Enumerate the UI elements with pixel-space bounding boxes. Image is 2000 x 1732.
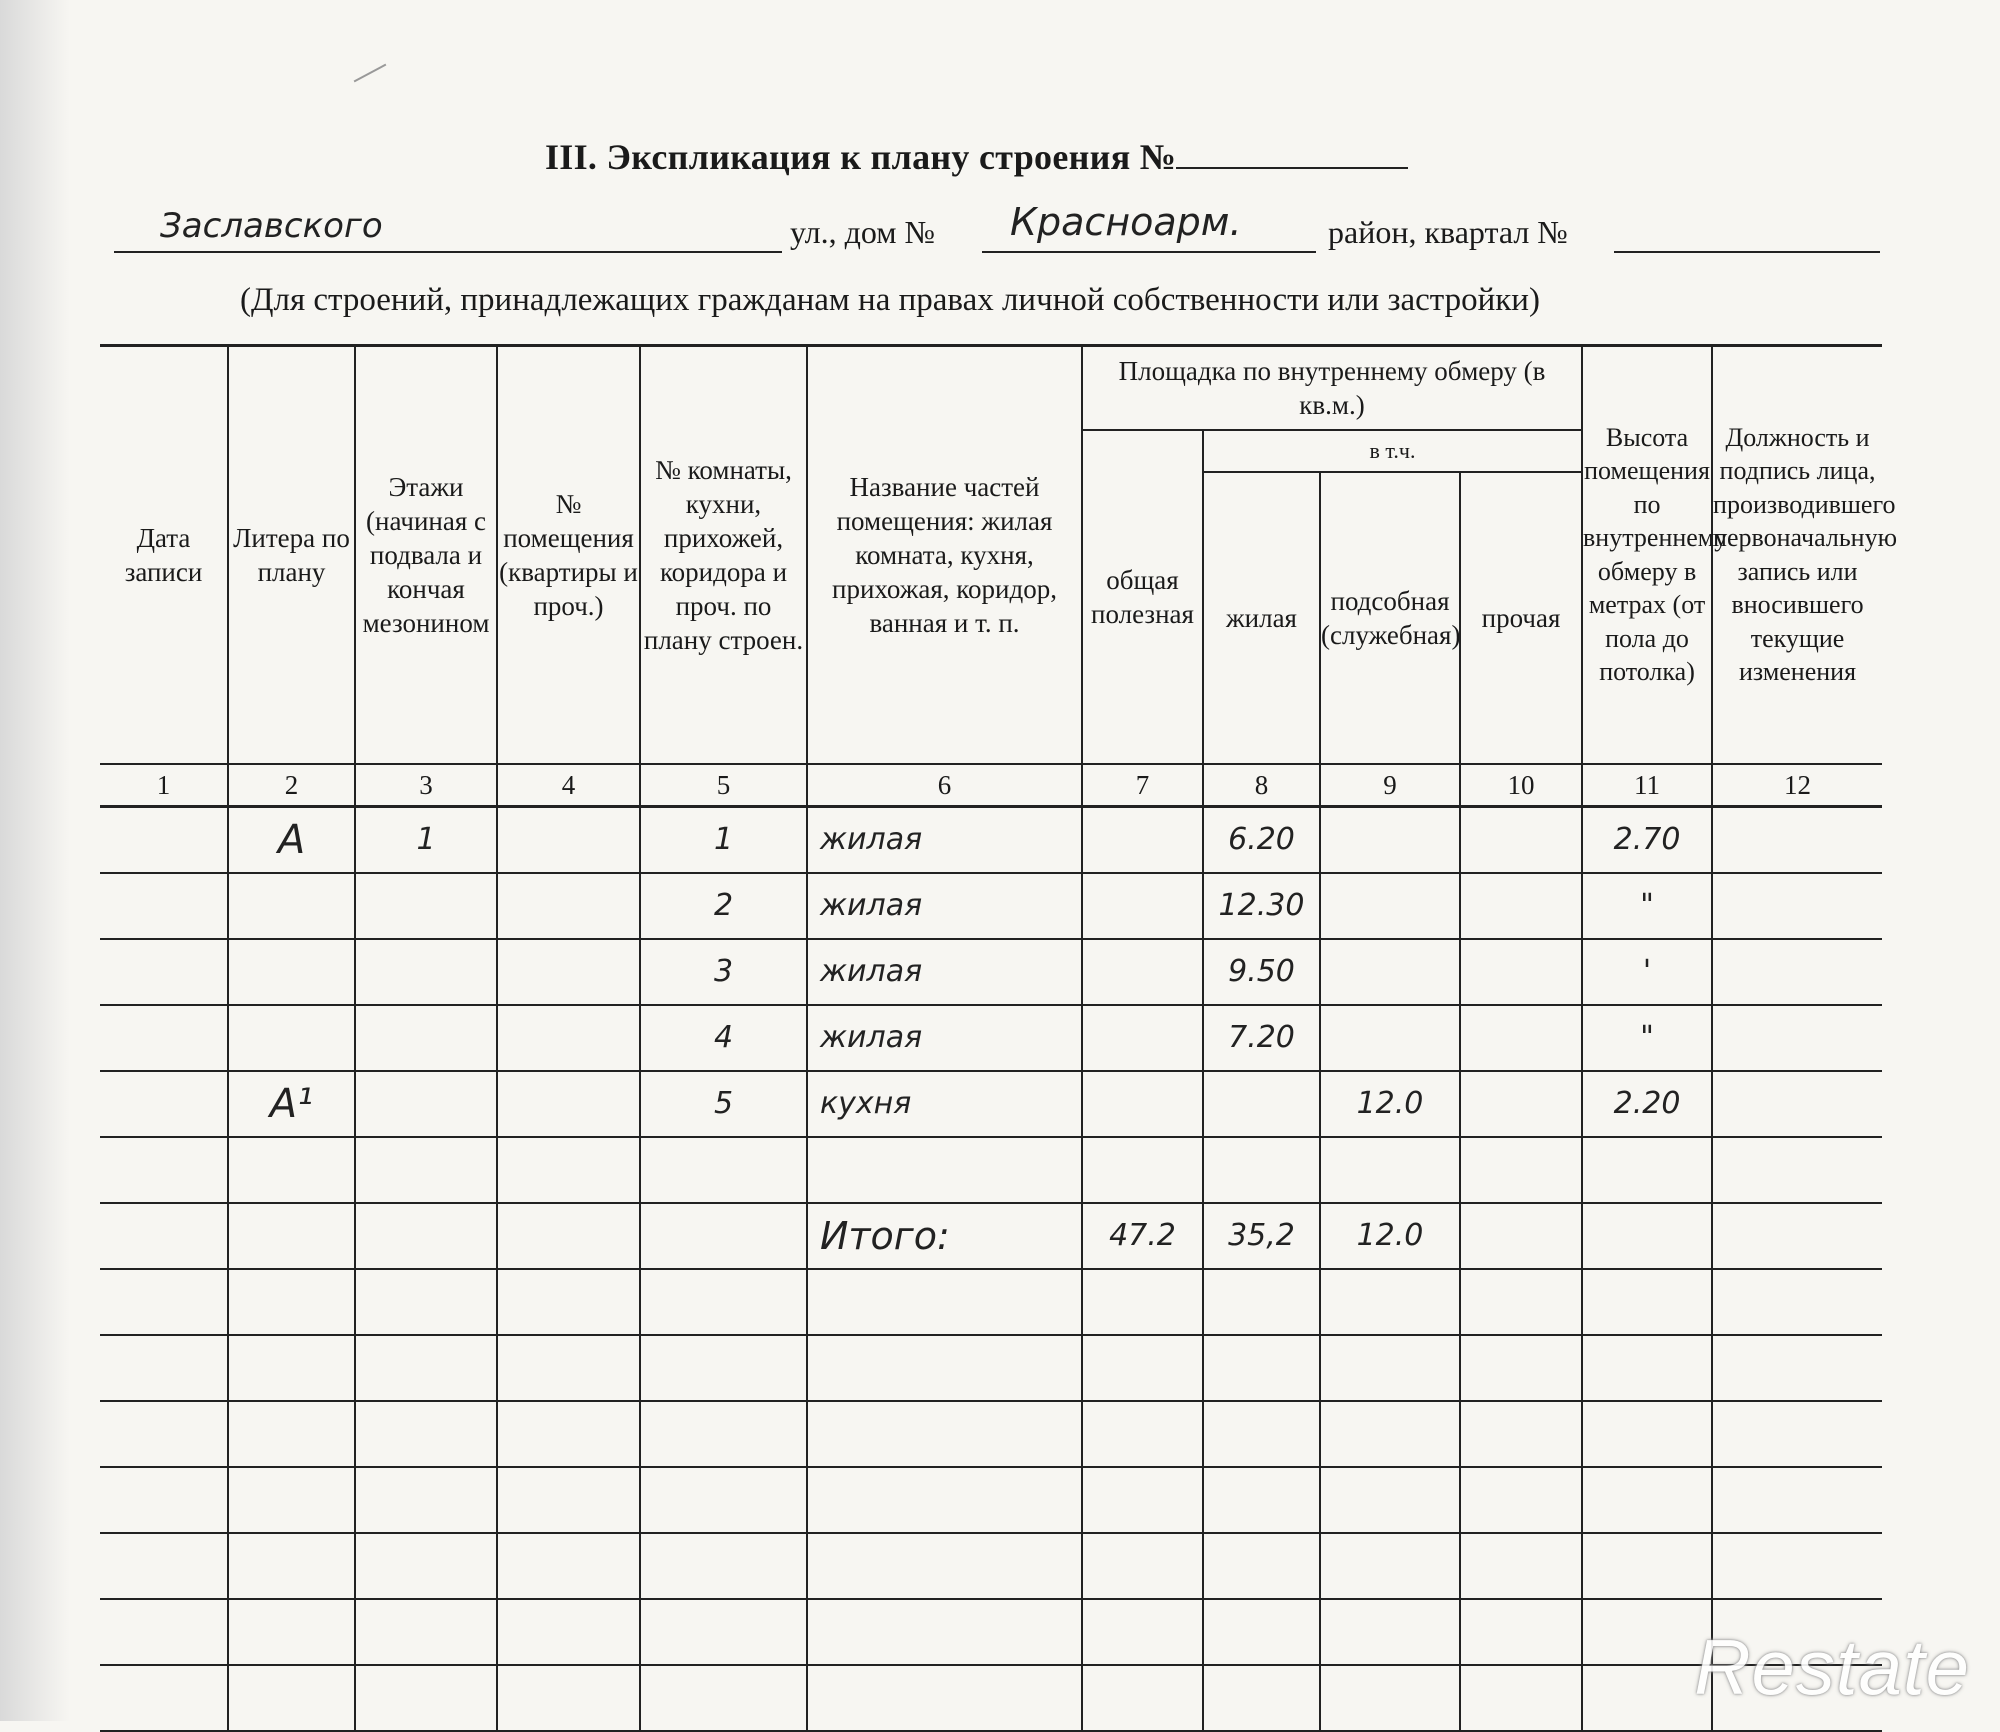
premises-cell [497, 1335, 640, 1401]
header-auxiliary: подсобная (служебная) [1320, 472, 1460, 764]
living-area-cell [1203, 1071, 1320, 1137]
other-area-cell [1460, 873, 1582, 939]
title-text: III. Экспликация к плану строения № [545, 137, 1177, 177]
column-number: 6 [807, 764, 1082, 807]
header-floors: Этажи (начиная с подвала и кончая мезонином [355, 346, 497, 764]
height-cell [1582, 1137, 1712, 1203]
table-row [100, 1599, 1882, 1665]
height-cell [1582, 1599, 1712, 1665]
premises-cell [497, 806, 640, 873]
living-area-cell [1203, 1599, 1320, 1665]
room-name-cell: Итого: [807, 1203, 1082, 1269]
room-name-cell: жилая [807, 939, 1082, 1005]
total-area-cell [1082, 1467, 1203, 1533]
other-area-cell [1460, 1137, 1582, 1203]
height-cell: ' [1582, 939, 1712, 1005]
height-cell [1582, 1335, 1712, 1401]
table-row [100, 1401, 1882, 1467]
signature-cell [1712, 1533, 1882, 1599]
living-area-cell [1203, 1137, 1320, 1203]
auxiliary-area-cell [1320, 1137, 1460, 1203]
floor-cell [355, 1269, 497, 1335]
living-area-cell: 7.20 [1203, 1005, 1320, 1071]
table-row [100, 939, 1882, 1005]
other-area-cell [1460, 939, 1582, 1005]
other-area-cell [1460, 1335, 1582, 1401]
room-number-cell [640, 1137, 807, 1203]
signature-cell [1712, 939, 1882, 1005]
street-value: Заславского [160, 206, 383, 246]
column-number: 3 [355, 764, 497, 807]
floor-cell [355, 1599, 497, 1665]
premises-cell [497, 1401, 640, 1467]
auxiliary-area-cell [1320, 1335, 1460, 1401]
living-area-cell [1203, 1269, 1320, 1335]
total-area-cell [1082, 1071, 1203, 1137]
room-name-cell [807, 1269, 1082, 1335]
date-cell [100, 1401, 228, 1467]
table-row [100, 1335, 1882, 1401]
litera-cell: А¹ [228, 1071, 355, 1137]
height-cell: " [1582, 873, 1712, 939]
room-number-cell [640, 1533, 807, 1599]
table-row [100, 1203, 1882, 1269]
column-number: 11 [1582, 764, 1712, 807]
other-area-cell [1460, 1401, 1582, 1467]
room-name-cell: кухня [807, 1071, 1082, 1137]
signature-cell [1712, 1335, 1882, 1401]
column-number: 8 [1203, 764, 1320, 807]
total-area-cell [1082, 1005, 1203, 1071]
auxiliary-area-cell [1320, 1599, 1460, 1665]
quarter-underline [1614, 205, 1880, 253]
room-number-cell [640, 1599, 807, 1665]
litera-cell [228, 1533, 355, 1599]
floor-cell [355, 1203, 497, 1269]
total-area-cell [1082, 1137, 1203, 1203]
total-area-cell: 47.2 [1082, 1203, 1203, 1269]
other-area-cell [1460, 1203, 1582, 1269]
signature-cell [1712, 806, 1882, 873]
table-row [100, 1269, 1882, 1335]
table-row [100, 1533, 1882, 1599]
header-living: жилая [1203, 472, 1320, 764]
litera-cell [228, 1401, 355, 1467]
room-name-cell [807, 1467, 1082, 1533]
date-cell [100, 1599, 228, 1665]
date-cell [100, 939, 228, 1005]
signature-cell [1712, 873, 1882, 939]
column-number: 9 [1320, 764, 1460, 807]
other-area-cell [1460, 1005, 1582, 1071]
page-title [545, 136, 1408, 178]
floor-cell [355, 1467, 497, 1533]
litera-cell [228, 1269, 355, 1335]
premises-cell [497, 1599, 640, 1665]
floor-cell [355, 939, 497, 1005]
auxiliary-area-cell: 12.0 [1320, 1203, 1460, 1269]
height-cell [1582, 1269, 1712, 1335]
auxiliary-area-cell [1320, 1401, 1460, 1467]
height-cell [1582, 1203, 1712, 1269]
litera-cell [228, 1467, 355, 1533]
table-row [100, 1137, 1882, 1203]
column-number: 7 [1082, 764, 1203, 807]
total-area-cell [1082, 1335, 1203, 1401]
living-area-cell: 12.30 [1203, 873, 1320, 939]
total-area-cell [1082, 1599, 1203, 1665]
explication-table [100, 344, 1898, 1732]
room-number-cell: 3 [640, 939, 807, 1005]
premises-cell [497, 873, 640, 939]
room-name-cell [807, 1401, 1082, 1467]
height-cell: " [1582, 1005, 1712, 1071]
header-other: прочая [1460, 472, 1582, 764]
date-cell [100, 1533, 228, 1599]
total-area-cell [1082, 1269, 1203, 1335]
premises-cell [497, 1071, 640, 1137]
room-name-cell: жилая [807, 1005, 1082, 1071]
height-cell [1582, 1467, 1712, 1533]
table-row [100, 873, 1882, 939]
living-area-cell [1203, 1335, 1320, 1401]
other-area-cell [1460, 806, 1582, 873]
other-area-cell [1460, 1071, 1582, 1137]
litera-cell [228, 1137, 355, 1203]
premises-cell [497, 939, 640, 1005]
header-date: Дата записи [100, 346, 228, 764]
auxiliary-area-cell [1320, 1269, 1460, 1335]
litera-cell [228, 939, 355, 1005]
litera-cell [228, 1203, 355, 1269]
column-number: 1 [100, 764, 228, 807]
house-value: Красноарм. [1010, 200, 1242, 244]
table-row [100, 806, 1882, 873]
floor-cell [355, 1533, 497, 1599]
living-area-cell: 6.20 [1203, 806, 1320, 873]
table-row [100, 1467, 1882, 1533]
total-area-cell [1082, 806, 1203, 873]
room-number-cell [640, 1401, 807, 1467]
floor-cell [355, 1335, 497, 1401]
stray-mark [354, 64, 387, 83]
date-cell [100, 1335, 228, 1401]
signature-cell [1712, 1071, 1882, 1137]
premises-cell [497, 1005, 640, 1071]
date-cell [100, 806, 228, 873]
room-number-cell: 2 [640, 873, 807, 939]
height-cell: 2.70 [1582, 806, 1712, 873]
header-area-group: Площадка по внутреннему обмеру (в кв.м.) [1082, 346, 1582, 430]
floor-cell [355, 1401, 497, 1467]
header-including: в т.ч. [1203, 430, 1582, 472]
signature-cell [1712, 1269, 1882, 1335]
living-area-cell: 35,2 [1203, 1203, 1320, 1269]
litera-cell [228, 873, 355, 939]
other-area-cell [1460, 1269, 1582, 1335]
room-name-cell [807, 1137, 1082, 1203]
room-number-cell: 5 [640, 1071, 807, 1137]
height-cell [1582, 1401, 1712, 1467]
header-premises: № помещения (квартиры и проч.) [497, 346, 640, 764]
litera-cell: А [228, 806, 355, 873]
room-number-cell [640, 1335, 807, 1401]
floor-cell [355, 1005, 497, 1071]
date-cell [100, 1269, 228, 1335]
room-name-cell [807, 1533, 1082, 1599]
page-subtitle: (Для строений, принадлежащих гражданам на правах личной собственности или застройки) [240, 282, 1540, 318]
page-edge-shadow [0, 0, 70, 1721]
total-area-cell [1082, 1533, 1203, 1599]
header-signature: Должность и подпись лица, производившего первоначальную запись или вносившего текущие изменения [1712, 346, 1882, 764]
column-number: 10 [1460, 764, 1582, 807]
signature-cell [1712, 1005, 1882, 1071]
date-cell [100, 1137, 228, 1203]
living-area-cell [1203, 1467, 1320, 1533]
floor-cell [355, 1071, 497, 1137]
room-number-cell [640, 1203, 807, 1269]
auxiliary-area-cell [1320, 1533, 1460, 1599]
premises-cell [497, 1269, 640, 1335]
signature-cell [1712, 1401, 1882, 1467]
header-total-useful: общая полезная [1082, 430, 1203, 764]
date-cell [100, 1467, 228, 1533]
room-number-cell: 4 [640, 1005, 807, 1071]
date-cell [100, 1203, 228, 1269]
date-cell [100, 873, 228, 939]
litera-cell [228, 1005, 355, 1071]
other-area-cell [1460, 1467, 1582, 1533]
auxiliary-area-cell [1320, 939, 1460, 1005]
signature-cell [1712, 1137, 1882, 1203]
header-height: Высота помещения по внутреннему обмеру в метрах (от пола до потолка) [1582, 346, 1712, 764]
room-name-cell: жилая [807, 806, 1082, 873]
column-number: 2 [228, 764, 355, 807]
column-number: 5 [640, 764, 807, 807]
living-area-cell: 9.50 [1203, 939, 1320, 1005]
auxiliary-area-cell [1320, 873, 1460, 939]
living-area-cell [1203, 1401, 1320, 1467]
signature-cell [1712, 1467, 1882, 1533]
restate-watermark: Restate [1694, 1623, 1970, 1711]
auxiliary-area-cell [1320, 1467, 1460, 1533]
header-room-name: Название частей помещения: жилая комната, кухня, прихожая, коридор, ванная и т. п. [807, 346, 1082, 764]
litera-cell [228, 1599, 355, 1665]
header-litera: Литера по плану [228, 346, 355, 764]
premises-cell [497, 1467, 640, 1533]
auxiliary-area-cell: 12.0 [1320, 1071, 1460, 1137]
date-cell [100, 1071, 228, 1137]
column-number: 4 [497, 764, 640, 807]
room-number-cell: 1 [640, 806, 807, 873]
premises-cell [497, 1137, 640, 1203]
litera-cell [228, 1335, 355, 1401]
auxiliary-area-cell [1320, 1005, 1460, 1071]
table-body [100, 806, 1882, 1731]
total-area-cell [1082, 939, 1203, 1005]
floor-cell: 1 [355, 806, 497, 873]
street-suffix: ул., дом № [790, 214, 936, 250]
table-row [100, 1005, 1882, 1071]
room-name-cell: жилая [807, 873, 1082, 939]
room-name-cell [807, 1335, 1082, 1401]
living-area-cell [1203, 1533, 1320, 1599]
total-area-cell [1082, 1401, 1203, 1467]
total-area-cell [1082, 873, 1203, 939]
premises-cell [497, 1203, 640, 1269]
height-cell: 2.20 [1582, 1071, 1712, 1137]
room-name-cell [807, 1599, 1082, 1665]
signature-cell [1712, 1203, 1882, 1269]
title-number-blank [1176, 137, 1408, 169]
date-cell [100, 1005, 228, 1071]
room-number-cell [640, 1467, 807, 1533]
auxiliary-area-cell [1320, 806, 1460, 873]
column-number: 12 [1712, 764, 1882, 807]
header-room-number: № комнаты, кухни, прихожей, коридора и проч. по плану строен. [640, 346, 807, 764]
column-number-row [100, 764, 1882, 807]
other-area-cell [1460, 1599, 1582, 1665]
district-label: район, квартал № [1328, 214, 1568, 250]
room-number-cell [640, 1269, 807, 1335]
height-cell [1582, 1533, 1712, 1599]
other-area-cell [1460, 1533, 1582, 1599]
premises-cell [497, 1533, 640, 1599]
floor-cell [355, 873, 497, 939]
table-row [100, 1071, 1882, 1137]
floor-cell [355, 1137, 497, 1203]
